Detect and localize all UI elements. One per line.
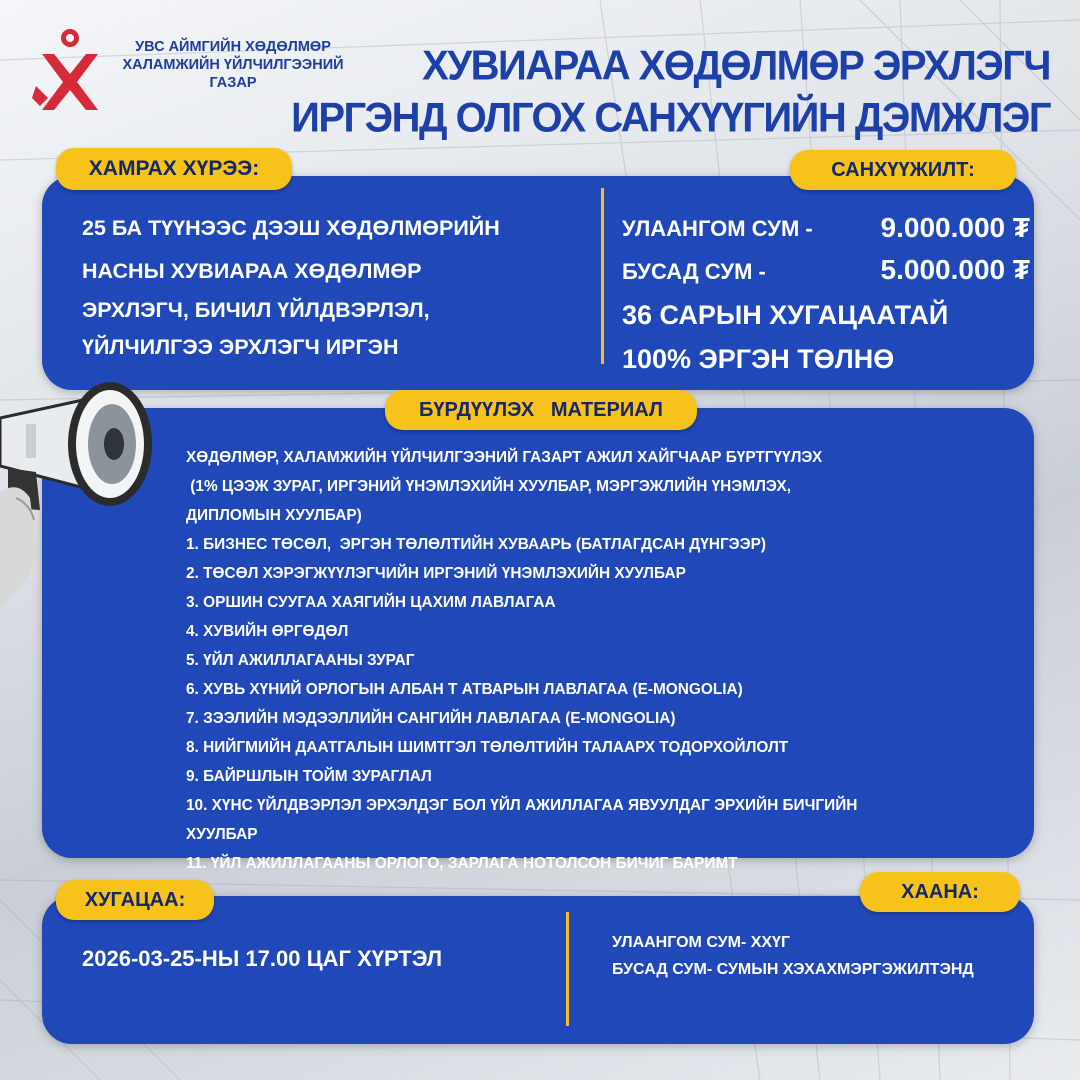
- material-item: 2. ТӨСӨЛ ХЭРЭГЖҮҮЛЭГЧИЙН ИРГЭНИЙ ҮНЭМЛЭХИЙН ХУУЛБАР: [186, 565, 686, 582]
- funding-term: 36 САРЫН ХУГАЦААТАЙ: [622, 300, 949, 330]
- organization-name: [108, 38, 358, 92]
- deadline-label: ХУГАЦАА:: [56, 880, 214, 920]
- location-line-2: БУСАД СУМ- СУМЫН ХЭХАХМЭРГЭЖИЛТЭНД: [612, 961, 974, 978]
- location-label: ХААНА:: [860, 872, 1020, 912]
- funding-place-1: УЛААНГОМ СУМ -: [622, 216, 813, 241]
- top-divider: [601, 188, 604, 364]
- funding-amount-1: 9.000.000 ₮: [880, 212, 1030, 243]
- headline-line-2: ИРГЭНД ОЛГОХ САНХҮҮГИЙН ДЭМЖЛЭГ: [291, 94, 1050, 142]
- material-item: 1. БИЗНЕС ТӨСӨЛ, ЭРГЭН ТӨЛӨЛТИЙН ХУВААРЬ (БАТЛАГДСАН ДҮНГЭЭР): [186, 536, 766, 553]
- headline-line-1: ХУВИАРАА ХӨДӨЛМӨР ЭРХЛЭГЧ: [422, 42, 1050, 90]
- material-item: 4. ХУВИЙН ӨРГӨДӨЛ: [186, 623, 349, 640]
- bottom-divider: [566, 912, 569, 1026]
- funding-label: САНХҮҮЖИЛТ:: [790, 150, 1016, 190]
- org-line: УВС АЙМГИЙН ХӨДӨЛМӨР: [135, 39, 331, 55]
- material-item: (1% ЦЭЭЖ ЗУРАГ, ИРГЭНИЙ ҮНЭМЛЭХИЙН ХУУЛБАР, МЭРГЭЖЛИЙН ҮНЭМЛЭХ,: [186, 478, 791, 495]
- scope-line: 25 БА ТҮҮНЭЭС ДЭЭШ ХӨДӨЛМӨРИЙН: [82, 216, 500, 240]
- material-item: ХУУЛБАР: [186, 826, 258, 843]
- deadline-value: 2026-03-25-НЫ 17.00 ЦАГ ХҮРТЭЛ: [82, 946, 443, 971]
- scope-label: ХАМРАХ ХҮРЭЭ:: [56, 148, 292, 190]
- location-line-1: УЛААНГОМ СУМ- ХХҮГ: [612, 934, 791, 951]
- scope-line: ЭРХЛЭГЧ, БИЧИЛ ҮЙЛДВЭРЛЭЛ,: [82, 298, 430, 322]
- funding-place-2: БУСАД СУМ -: [622, 259, 766, 284]
- org-line: ГАЗАР: [209, 75, 257, 91]
- material-item: 10. ХҮНС ҮЙЛДВЭРЛЭЛ ЭРХЭЛДЭГ БОЛ ҮЙЛ АЖИЛЛАГАА ЯВУУЛДАГ ЭРХИЙН БИЧГИЙН: [186, 797, 858, 814]
- materials-label: БҮРДҮҮЛЭХ МАТЕРИАЛ: [385, 390, 697, 430]
- scope-line: ҮЙЛЧИЛГЭЭ ЭРХЛЭГЧ ИРГЭН: [82, 335, 399, 359]
- material-item: ДИПЛОМЫН ХУУЛБАР): [186, 507, 362, 524]
- material-item: 3. ОРШИН СУУГАА ХАЯГИЙН ЦАХИМ ЛАВЛАГАА: [186, 594, 556, 611]
- material-item: 7. ЗЭЭЛИЙН МЭДЭЭЛЛИЙН САНГИЙН ЛАВЛАГАА (E-MONGOLIA): [186, 710, 676, 727]
- material-item: 6. ХУВЬ ХҮНИЙ ОРЛОГЫН АЛБАН Т АТВАРЫН ЛАВЛАГАА (E-MONGOLIA): [186, 681, 743, 698]
- materials-list: [186, 443, 857, 878]
- org-line: ХАЛАМЖИЙН ҮЙЛЧИЛГЭЭНИЙ: [122, 57, 344, 73]
- material-item: 9. БАЙРШЛЫН ТОЙМ ЗУРАГЛАЛ: [186, 768, 432, 785]
- scope-line: НАСНЫ ХУВИАРАА ХӨДӨЛМӨР: [82, 259, 422, 283]
- organization-logo: [30, 24, 110, 114]
- material-item: 8. НИЙГМИЙН ДААТГАЛЫН ШИМТГЭЛ ТӨЛӨЛТИЙН ТАЛААРХ ТОДОРХОЙЛОЛТ: [186, 739, 789, 756]
- funding-amount-2: 5.000.000 ₮: [880, 254, 1030, 285]
- megaphone-icon: [0, 380, 190, 610]
- material-item: ХӨДӨЛМӨР, ХАЛАМЖИЙН ҮЙЛЧИЛГЭЭНИЙ ГАЗАРТ АЖИЛ ХАЙГЧААР БҮРТГҮҮЛЭХ: [186, 449, 823, 466]
- material-item: 11. ҮЙЛ АЖИЛЛАГААНЫ ОРЛОГО, ЗАРЛАГА НОТОЛСОН БИЧИГ БАРИМТ: [186, 855, 738, 872]
- funding-repay: 100% ЭРГЭН ТӨЛНӨ: [622, 344, 895, 374]
- material-item: 5. ҮЙЛ АЖИЛЛАГААНЫ ЗУРАГ: [186, 652, 415, 669]
